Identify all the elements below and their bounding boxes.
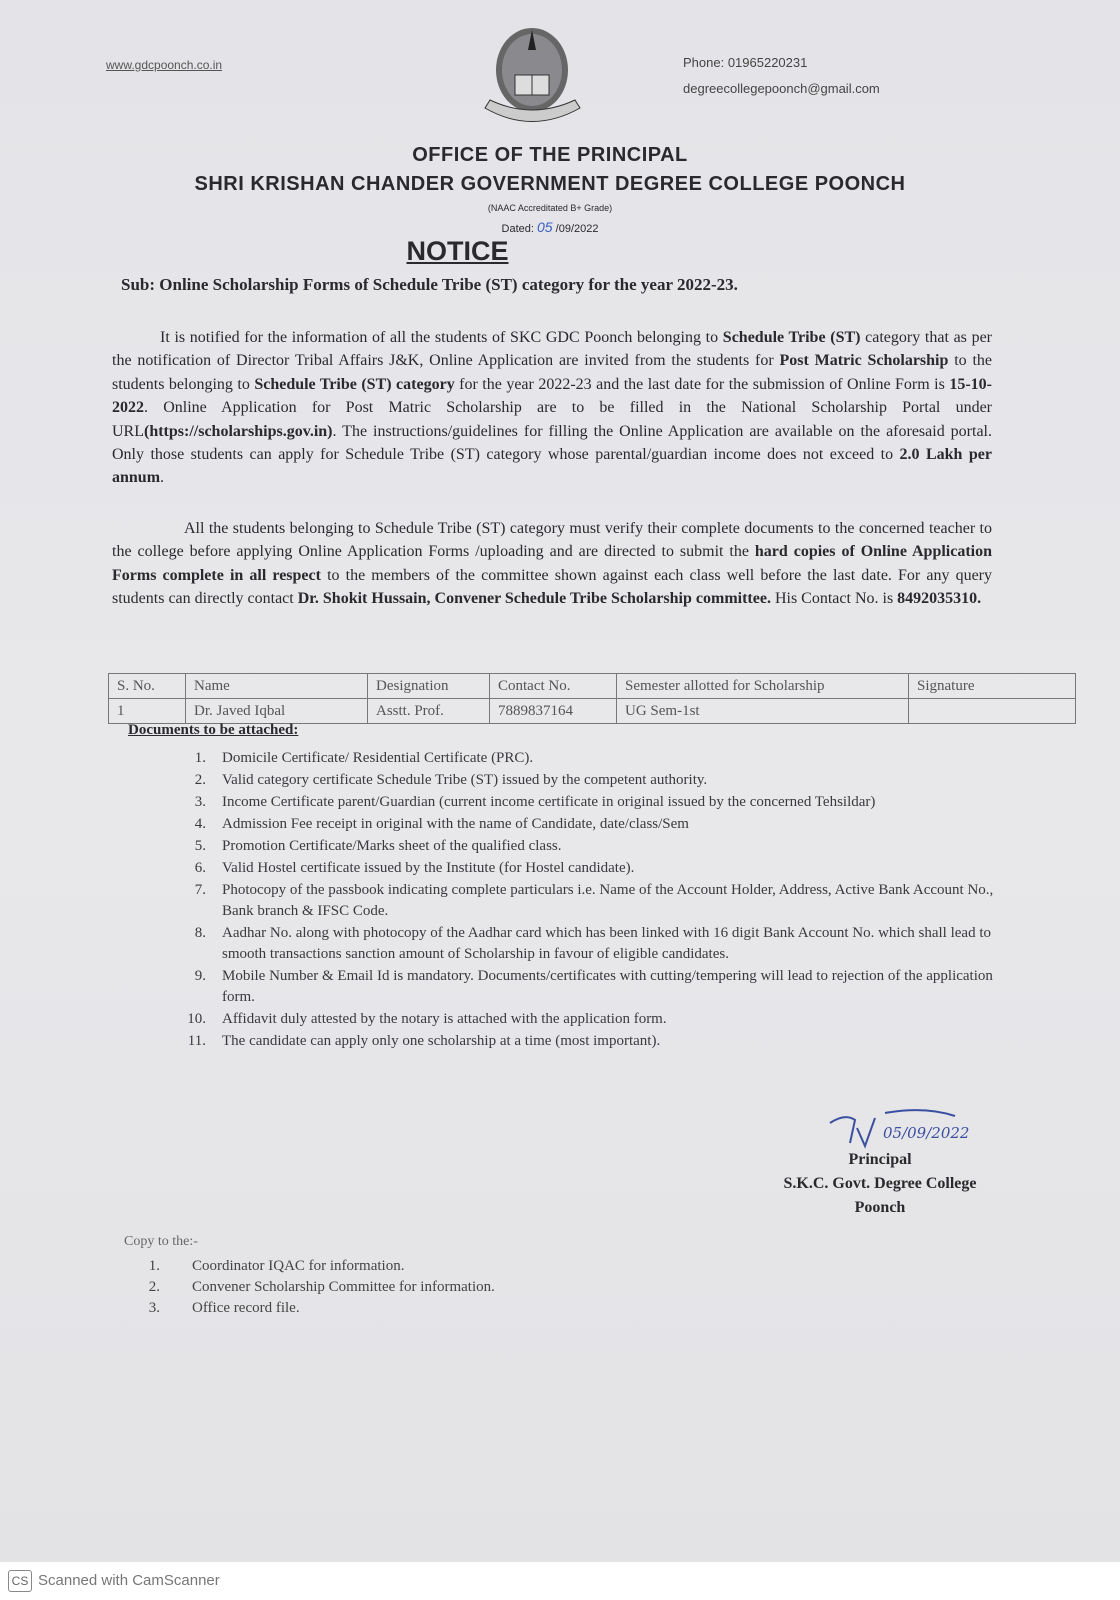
naac-grade: (NAAC Accreditated B+ Grade) (487, 203, 613, 213)
bold-text-segment: Schedule Tribe (ST) category (254, 375, 455, 393)
list-number: 6. (194, 860, 206, 876)
bold-text-segment: (https://scholarships.gov.in) (144, 422, 333, 440)
text-segment: . Online Application for Post Matric Scholarship are to be filled in the National Scholarship Portal under URL (112, 399, 992, 440)
list-item-text: Affidavit duly attested by the notary is attached with the application form. (222, 1011, 667, 1027)
principal-signature (825, 1108, 985, 1153)
list-number: 10. (187, 1011, 206, 1027)
col-semester: Semester allotted for Scholarship (617, 674, 909, 699)
paragraph-2 (112, 517, 992, 611)
signature-date: 05/09/2022 (883, 1124, 970, 1142)
principal-title: Principal (848, 1151, 912, 1168)
list-number: 9. (194, 968, 206, 984)
copy-to-item (140, 1256, 495, 1277)
document-item (170, 792, 1000, 813)
list-number: 7. (194, 882, 206, 898)
copy-to-item (140, 1277, 495, 1298)
college-website: www.gdcpoonch.co.in (106, 58, 223, 72)
college-name: SHRI KRISHAN CHANDER GOVERNMENT DEGREE COLLEGE POONCH (194, 173, 906, 195)
col-sno: S. No. (109, 674, 186, 699)
bold-text-segment: 8492035310. (897, 590, 982, 608)
notice-date (0, 219, 1100, 235)
subject-line: Sub: Online Scholarship Forms of Schedule Tribe (ST) category for the year 2022-23. (121, 275, 738, 294)
list-number: 1. (148, 1258, 160, 1274)
document-item (170, 923, 1000, 965)
list-number: 5. (194, 838, 206, 854)
list-item-text: Coordinator IQAC for information. (192, 1258, 405, 1274)
col-contact: Contact No. (490, 674, 617, 699)
bold-text-segment: Dr. Shokit Hussain, Convener Schedule Tribe Scholarship committee. (297, 590, 771, 608)
col-designation: Designation (368, 674, 490, 699)
cell-sno: 1 (109, 699, 186, 724)
documents-list (170, 748, 1000, 1053)
cell-semester: UG Sem-1st (617, 699, 909, 724)
bold-text-segment: 15-10-2022 (112, 375, 992, 417)
list-number: 4. (194, 816, 206, 832)
principal-place: Poonch (854, 1199, 906, 1216)
document-item (170, 1031, 1000, 1052)
document-item (170, 814, 1000, 835)
list-number: 2. (148, 1279, 160, 1295)
camscanner-footer (0, 1562, 1120, 1600)
text-segment: for the year 2022-23 and the last date for the submission of Online Form is (454, 375, 950, 393)
list-item-text: Promotion Certificate/Marks sheet of the qualified class. (222, 838, 562, 854)
documents-heading: Documents to be attached: (128, 722, 299, 738)
principal-college: S.K.C. Govt. Degree College (783, 1175, 977, 1192)
committee-table (108, 673, 1076, 724)
college-emblem-logo (470, 20, 600, 130)
list-number: 8. (194, 925, 206, 941)
col-name: Name (186, 674, 368, 699)
notice-title: NOTICE (406, 236, 509, 266)
office-heading: OFFICE OF THE PRINCIPAL (412, 144, 688, 166)
list-item-text: Valid Hostel certificate issued by the Institute (for Hostel candidate). (222, 860, 635, 876)
text-segment: to the members of the committee shown against each class well before the last date. For any query students can directly contact (112, 566, 992, 608)
bold-text-segment: 2.0 Lakh per annum (112, 446, 992, 487)
contact-block (683, 50, 880, 102)
bold-text-segment: Post Matric Scholarship (779, 352, 949, 370)
dated-label: Dated: (501, 223, 534, 235)
list-item-text: Valid category certificate Schedule Tribe (ST) issued by the competent authority. (222, 772, 708, 788)
bold-text-segment: Schedule Tribe (ST) (722, 329, 861, 346)
text-segment: to the students belonging to (112, 352, 992, 393)
dated-day-handwritten: 05 (537, 219, 553, 235)
cell-designation: Asstt. Prof. (368, 699, 490, 724)
list-item-text: Mobile Number & Email Id is mandatory. Documents/certificates with cutting/tempering will lead to rejection of the application form. (222, 968, 993, 1005)
list-number: 3. (148, 1300, 160, 1316)
list-item-text: Aadhar No. along with photocopy of the Aadhar card which has been linked with 16 digit Bank Account No. which shall lead to smooth transactions sanction amount of Scholarship in favour of eligible candidates. (222, 925, 991, 962)
document-item (170, 1009, 1000, 1030)
cell-name: Dr. Javed Iqbal (186, 699, 368, 724)
paragraph-1 (112, 326, 992, 490)
document-item (170, 858, 1000, 879)
camscanner-logo-icon: CS (8, 1570, 32, 1592)
copy-to-heading: Copy to the:- (124, 1234, 198, 1249)
document-item (170, 748, 1000, 769)
text-segment: His Contact No. is (770, 590, 898, 608)
text-segment: It is notified for the information of all the students of SKC GDC Poonch belonging to (160, 329, 723, 346)
list-item-text: Income Certificate parent/Guardian (current income certificate in original issued by the concerned Tehsildar) (222, 794, 876, 810)
col-signature: Signature (909, 674, 1076, 699)
list-number: 2. (194, 772, 206, 788)
text-segment: category that as per the notification of Director Tribal Affairs J&K, Online Application are invited from the students for (112, 329, 993, 370)
copy-to-list (140, 1256, 495, 1319)
document-item (170, 880, 1000, 922)
document-item (170, 966, 1000, 1008)
list-item-text: Photocopy of the passbook indicating complete particulars i.e. Name of the Account Holder, Address, Active Bank Account No., Bank branch & IFSC Code. (222, 882, 994, 919)
copy-to-item (140, 1298, 495, 1319)
email-address: degreecollegepoonch@gmail.com (683, 81, 880, 96)
list-item-text: The candidate can apply only one scholarship at a time (most important). (222, 1033, 661, 1049)
table-row (109, 699, 1076, 724)
list-number: 1. (194, 750, 206, 766)
list-item-text: Admission Fee receipt in original with the name of Candidate, date/class/Sem (222, 816, 689, 832)
list-item-text: Convener Scholarship Committee for information. (192, 1279, 495, 1295)
text-segment: . (160, 469, 165, 487)
phone-number: Phone: 01965220231 (683, 55, 808, 70)
bold-text-segment: hard copies of Online Application Forms complete in all respect (112, 543, 993, 584)
list-item-text: Office record file. (192, 1300, 300, 1316)
document-item (170, 770, 1000, 791)
camscanner-text: Scanned with CamScanner (38, 1572, 220, 1589)
table-header-row (109, 674, 1076, 699)
text-segment: . The instructions/guidelines for filling the Online Application are available on the aforesaid portal. Only those students can apply for Schedule Tribe (ST) category whose parental/guardian income does not exceed to (112, 422, 992, 464)
principal-block (780, 1148, 980, 1220)
text-segment: All the students belonging to Schedule Tribe (ST) category must verify their complete documents to the concerned teacher to the college before applying Online Application Forms /uploading and are directed to submit the (112, 520, 992, 561)
dated-month-year: /09/2022 (552, 223, 599, 235)
cell-signature (909, 699, 1076, 724)
cell-contact: 7889837164 (490, 699, 617, 724)
list-number: 11. (187, 1033, 206, 1049)
list-item-text: Domicile Certificate/ Residential Certificate (PRC). (222, 750, 534, 766)
list-number: 3. (194, 794, 206, 810)
document-item (170, 836, 1000, 857)
